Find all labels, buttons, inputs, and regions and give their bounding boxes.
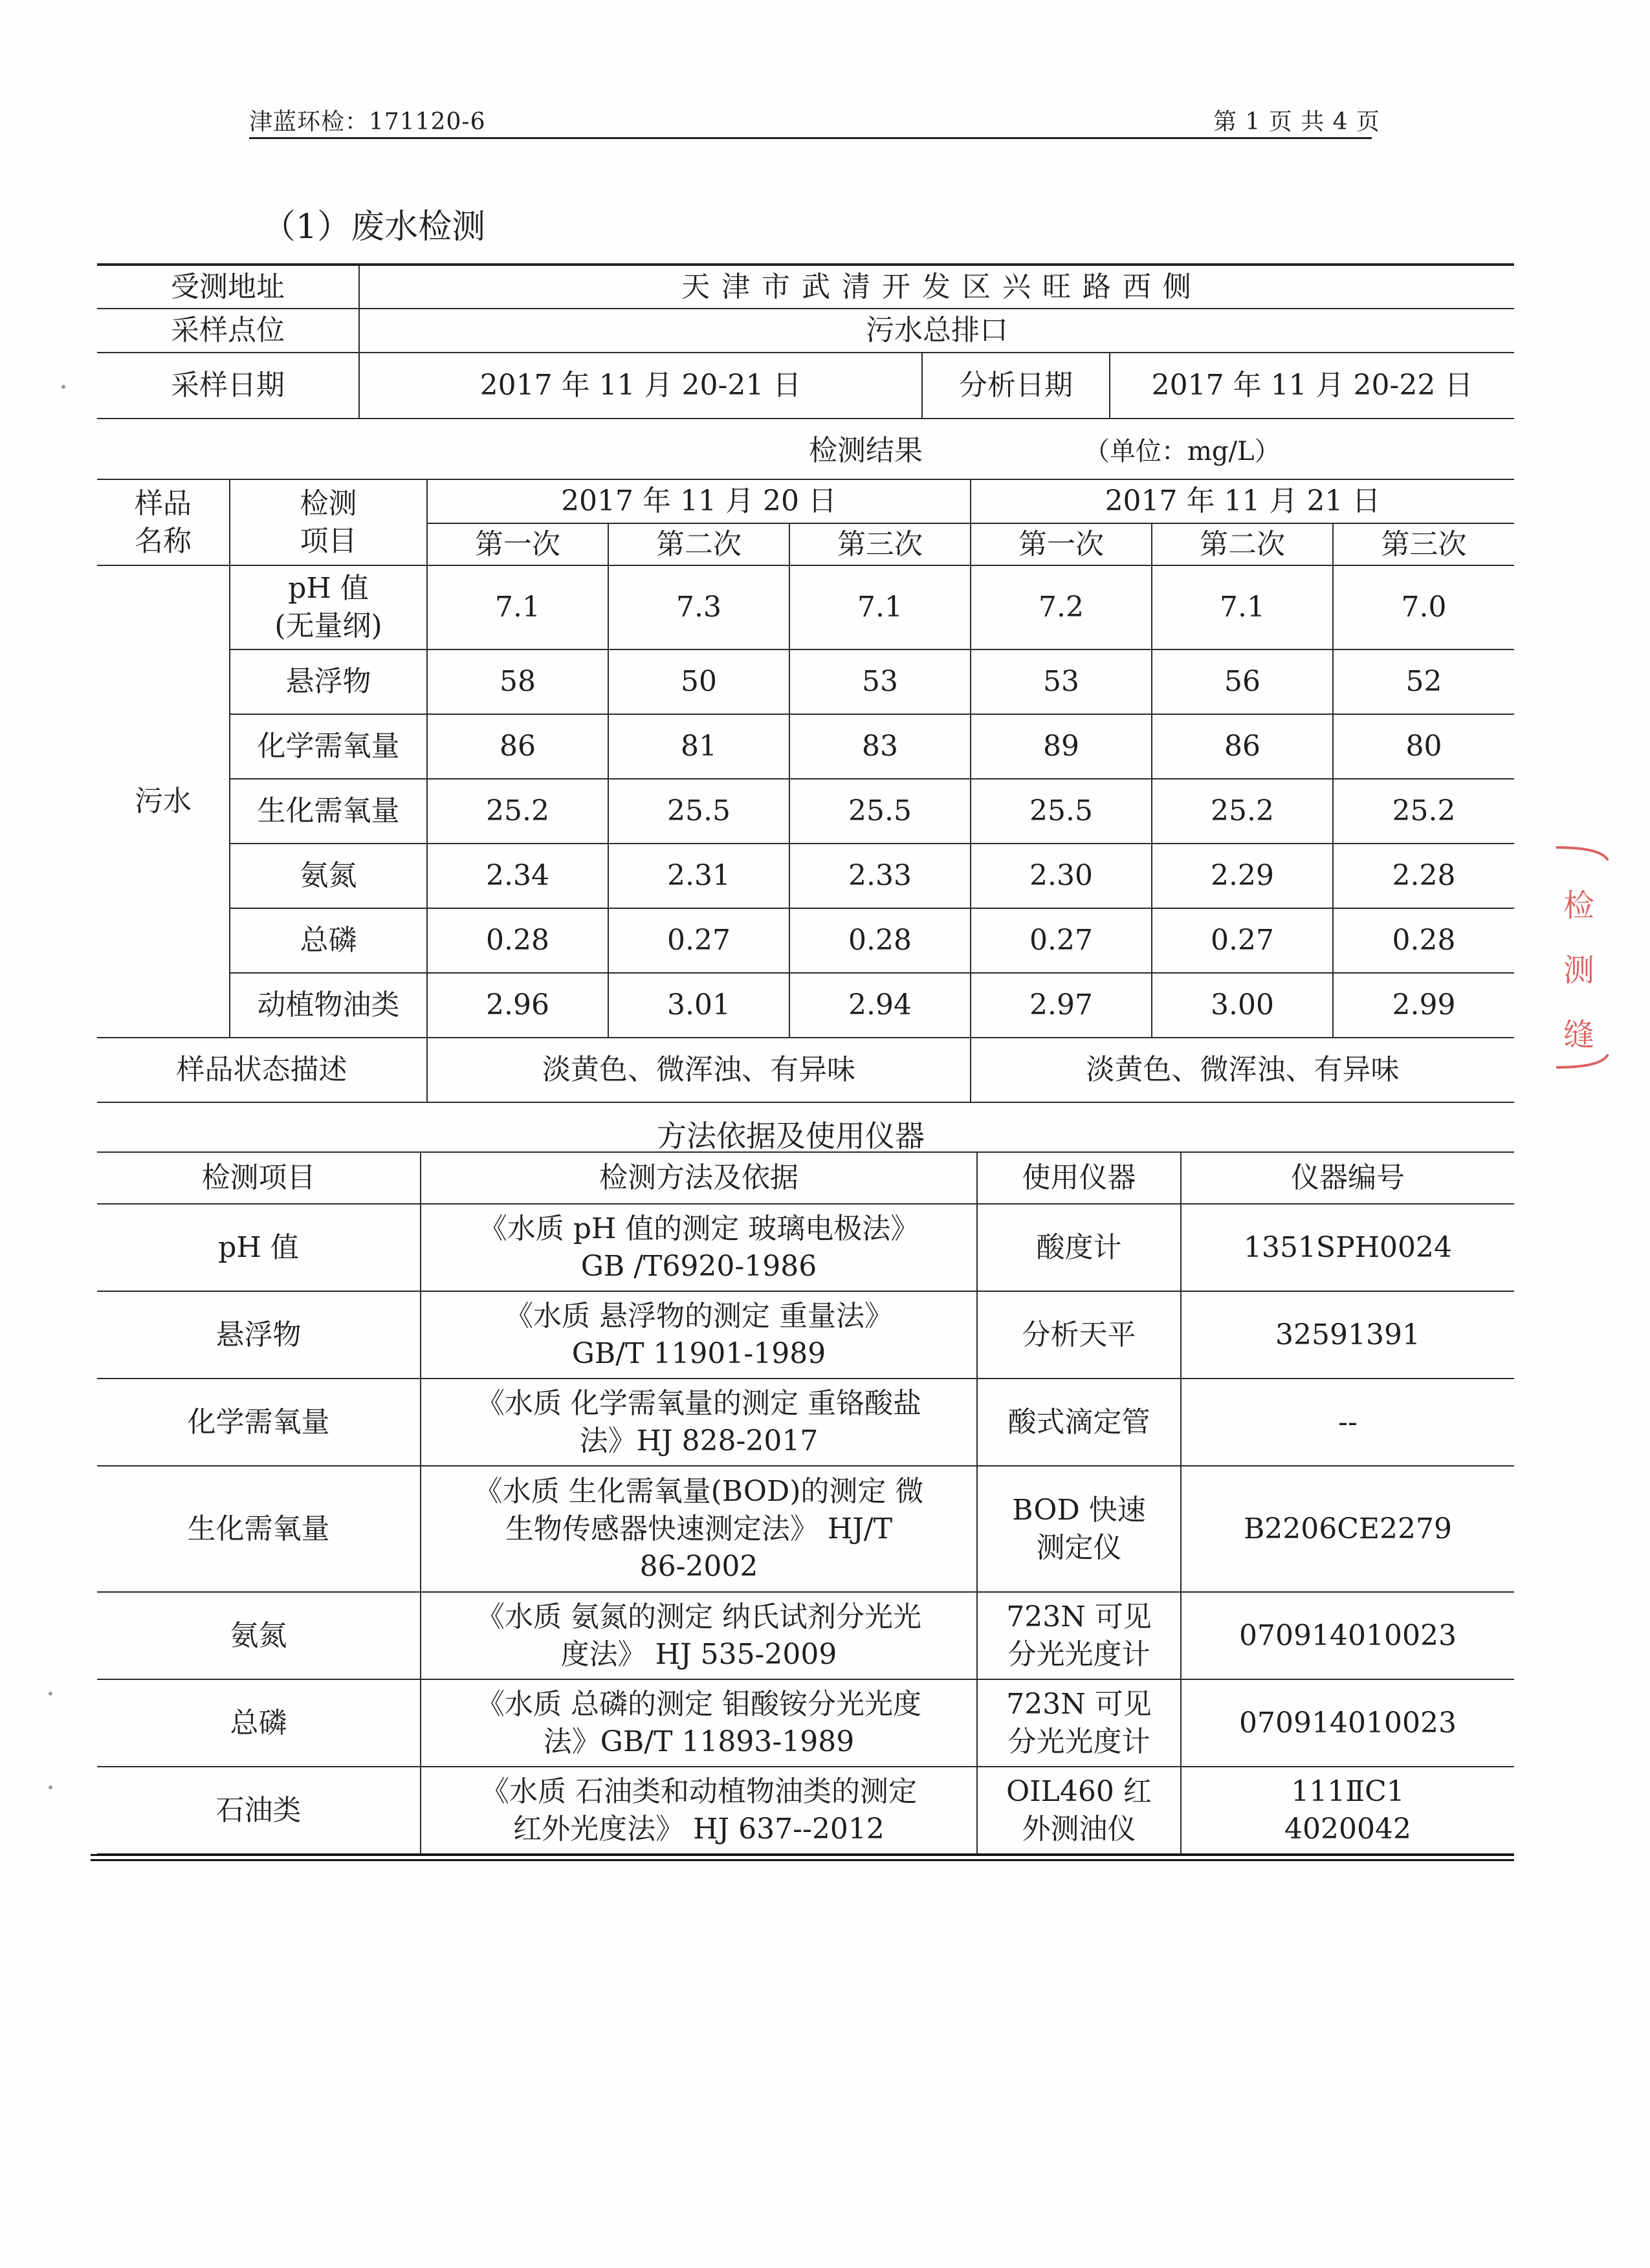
run-header: 第二次: [608, 523, 789, 565]
result-value: 25.5: [789, 779, 971, 844]
result-value: 2.99: [1333, 973, 1514, 1038]
method-item: 生化需氧量: [97, 1466, 421, 1592]
result-value: 0.27: [608, 908, 789, 973]
binding-mark: [61, 385, 65, 389]
result-value: 56: [1152, 649, 1333, 714]
result-value: 0.27: [971, 908, 1152, 973]
analysis-date-label: 分析日期: [922, 353, 1110, 419]
site-info-table: [97, 263, 1514, 419]
result-value: 2.30: [971, 844, 1152, 908]
sample-state-day1: 淡黄色、微浑浊、有异味: [427, 1038, 971, 1102]
result-value: 7.1: [1152, 565, 1333, 649]
method-standard: 《水质 pH 值的测定 玻璃电极法》 GB /T6920-1986: [421, 1204, 977, 1291]
results-unit: （单位：mg/L）: [1084, 437, 1281, 466]
result-value: 83: [789, 714, 971, 779]
instrument-code: 070914010023: [1181, 1592, 1514, 1679]
method-item: 总磷: [97, 1679, 421, 1767]
method-item: 氨氮: [97, 1592, 421, 1679]
run-header: 第三次: [1333, 523, 1514, 565]
instrument: OIL460 红 外测油仪: [977, 1767, 1181, 1854]
result-value: 2.94: [789, 973, 971, 1038]
binding-mark: [49, 1692, 52, 1696]
result-value: 2.28: [1333, 844, 1514, 908]
result-value: 2.31: [608, 844, 789, 908]
result-value: 0.28: [789, 908, 971, 973]
table-end-rule: [91, 1854, 1514, 1856]
result-value: 81: [608, 714, 789, 779]
result-value: 25.5: [971, 779, 1152, 844]
stamp-char: 测: [1563, 952, 1594, 988]
result-value: 86: [427, 714, 608, 779]
sample-name-header: 样品 名称: [97, 479, 230, 565]
result-value: 50: [608, 649, 789, 714]
result-value: 58: [427, 649, 608, 714]
test-item: 氨氮: [230, 844, 427, 908]
date-header-2: 2017 年 11 月 21 日: [971, 479, 1514, 523]
instrument-code: 070914010023: [1181, 1679, 1514, 1767]
sampling-date-value: 2017 年 11 月 20-21 日: [359, 353, 922, 419]
instrument: 酸式滴定管: [977, 1379, 1181, 1466]
result-value: 2.29: [1152, 844, 1333, 908]
result-value: 89: [971, 714, 1152, 779]
result-value: 25.2: [1333, 779, 1514, 844]
instrument: 酸度计: [977, 1204, 1181, 1291]
result-value: 0.28: [427, 908, 608, 973]
test-item: 总磷: [230, 908, 427, 973]
result-value: 2.33: [789, 844, 971, 908]
test-item: 化学需氧量: [230, 714, 427, 779]
test-item: 悬浮物: [230, 649, 427, 714]
test-item: 动植物油类: [230, 973, 427, 1038]
analysis-date-value: 2017 年 11 月 20-22 日: [1110, 353, 1514, 419]
methods-header: 仪器编号: [1181, 1152, 1514, 1204]
run-header: 第二次: [1152, 523, 1333, 565]
method-standard: 《水质 石油类和动植物油类的测定 红外光度法》 HJ 637--2012: [421, 1767, 977, 1854]
method-standard: 《水质 生化需氧量(BOD)的测定 微 生物传感器快速测定法》 HJ/T 86-2002: [421, 1466, 977, 1592]
result-value: 86: [1152, 714, 1333, 779]
sampling-point-value: 污水总排口: [359, 309, 1514, 353]
stamp-char: 缝: [1563, 1017, 1594, 1053]
section-title: （1）废水检测: [262, 208, 486, 246]
method-standard: 《水质 化学需氧量的测定 重铬酸盐 法》HJ 828-2017: [421, 1379, 977, 1466]
result-value: 7.3: [608, 565, 789, 649]
sample-state-label: 样品状态描述: [97, 1038, 427, 1102]
table-end-rule: [91, 1859, 1514, 1861]
address-label: 受测地址: [97, 265, 359, 309]
methods-header: 检测方法及依据: [421, 1152, 977, 1204]
result-value: 53: [789, 649, 971, 714]
result-value: 7.1: [789, 565, 971, 649]
instrument-code: 1351SPH0024: [1181, 1204, 1514, 1291]
result-value: 25.2: [427, 779, 608, 844]
method-item: 石油类: [97, 1767, 421, 1854]
seam-stamp: [1543, 834, 1614, 1080]
instrument-code: 32591391: [1181, 1291, 1514, 1379]
result-value: 2.96: [427, 973, 608, 1038]
result-value: 0.28: [1333, 908, 1514, 973]
header-divider: [249, 137, 1372, 139]
result-value: 2.97: [971, 973, 1152, 1038]
method-standard: 《水质 氨氮的测定 纳氏试剂分光光 度法》 HJ 535-2009: [421, 1592, 977, 1679]
sampling-point-label: 采样点位: [97, 309, 359, 353]
methods-title: 方法依据及使用仪器: [657, 1118, 925, 1153]
result-value: 80: [1333, 714, 1514, 779]
result-value: 7.0: [1333, 565, 1514, 649]
result-value: 7.2: [971, 565, 1152, 649]
instrument: 分析天平: [977, 1291, 1181, 1379]
result-value: 52: [1333, 649, 1514, 714]
result-value: 3.01: [608, 973, 789, 1038]
instrument: 723N 可见 分光光度计: [977, 1679, 1181, 1767]
result-value: 53: [971, 649, 1152, 714]
result-value: 25.2: [1152, 779, 1333, 844]
instrument: 723N 可见 分光光度计: [977, 1592, 1181, 1679]
instrument-code: B2206CE2279: [1181, 1466, 1514, 1592]
method-item: pH 值: [97, 1204, 421, 1291]
results-title: 检测结果: [809, 434, 923, 467]
result-value: 2.34: [427, 844, 608, 908]
method-item: 悬浮物: [97, 1291, 421, 1379]
stamp-char: 检: [1563, 888, 1594, 924]
test-item-header: 检测 项目: [230, 479, 427, 565]
report-number: 津蓝环检：171120-6: [249, 109, 486, 135]
results-table: [97, 479, 1514, 1103]
sampling-date-label: 采样日期: [97, 353, 359, 419]
instrument: BOD 快速 测定仪: [977, 1466, 1181, 1592]
methods-table: [97, 1151, 1514, 1855]
methods-header: 使用仪器: [977, 1152, 1181, 1204]
result-value: 25.5: [608, 779, 789, 844]
page-indicator: 第 1 页 共 4 页: [1213, 109, 1381, 135]
method-standard: 《水质 悬浮物的测定 重量法》 GB/T 11901-1989: [421, 1291, 977, 1379]
sample-name: 污水: [97, 565, 230, 1038]
result-value: 0.27: [1152, 908, 1333, 973]
run-header: 第一次: [971, 523, 1152, 565]
result-value: 7.1: [427, 565, 608, 649]
test-item: pH 值 (无量纲): [230, 565, 427, 649]
instrument-code: --: [1181, 1379, 1514, 1466]
sample-state-day2: 淡黄色、微浑浊、有异味: [971, 1038, 1514, 1102]
binding-mark: [49, 1785, 52, 1789]
instrument-code: 111ⅡC1 4020042: [1181, 1767, 1514, 1854]
test-item: 生化需氧量: [230, 779, 427, 844]
method-standard: 《水质 总磷的测定 钼酸铵分光光度 法》GB/T 11893-1989: [421, 1679, 977, 1767]
run-header: 第一次: [427, 523, 608, 565]
address-value: 天 津 市 武 清 开 发 区 兴 旺 路 西 侧: [359, 265, 1514, 309]
run-header: 第三次: [789, 523, 971, 565]
result-value: 3.00: [1152, 973, 1333, 1038]
methods-header: 检测项目: [97, 1152, 421, 1204]
date-header-1: 2017 年 11 月 20 日: [427, 479, 971, 523]
method-item: 化学需氧量: [97, 1379, 421, 1466]
